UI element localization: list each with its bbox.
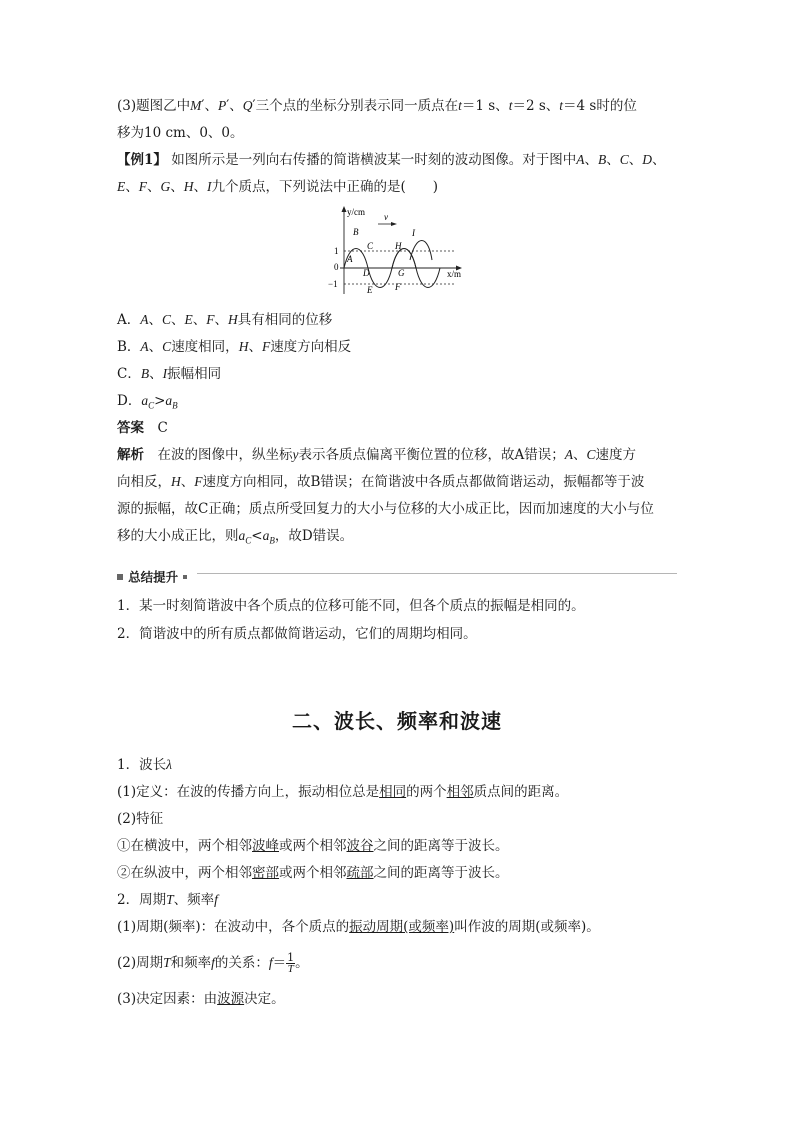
analysis-line3: 源的振幅，故C正确；质点所受回复力的大小与位移的大小成正比，因而加速度的大小与位 [117,501,654,517]
tick-neg: −1 [328,279,338,289]
answer-line [117,419,168,437]
section-title: 二、波长、频率和波速 [292,709,502,733]
analysis-line2: 向相反，H、F速度方向相同，故B错误；在简谐波中各质点都做简谐运动，振幅都等于波 [117,474,645,490]
option-b: B．A、C速度相同，H、F速度方向相反 [117,339,352,355]
point-d: D [363,268,370,278]
summary-item-2: 2．简谐波中的所有质点都做简谐运动，它们的周期均相同。 [117,626,477,642]
period-p2: (2)周期T和频率f的关系：f＝ $\frac{1}{T}$ 。 [117,951,309,975]
tick-pos: 1 [334,246,339,256]
period-title: 2．周期T、频率f [117,892,218,908]
y-axis-label: y/cm [347,207,365,217]
point-b: B [353,227,359,237]
answer-value: C [157,420,168,436]
option-a: A．A、C、E、F、H具有相同的位移 [117,312,333,328]
fraction-one-over-t: $\frac{1}{T}$ [287,951,295,975]
para3-line2: 移为10 cm、0、0。 [117,125,244,141]
analysis-label: 解析 [117,447,144,463]
point-e: E [367,285,373,295]
summary-divider [197,573,677,574]
example-line2: E、F、G、H、I九个质点，下列说法中正确的是( ) [117,179,439,195]
analysis-line1: 解析 在波的图像中，纵坐标y表示各质点偏离平衡位置的位移，故A错误；A、C速度方 [117,447,637,463]
wavelength-f2: ②在纵波中，两个相邻密部或两个相邻疏部之间的距离等于波长。 [117,865,509,881]
velocity-label: v [384,212,388,222]
point-g: G [398,268,405,278]
point-f: F [395,282,401,292]
analysis-line4: 移的大小成正比，则$a_C<a_B$，故D错误。 [117,528,354,546]
wave-figure [328,204,468,296]
velocity-arrow-head [391,222,397,226]
wavelength-f1: ①在横波中，两个相邻波峰或两个相邻波谷之间的距离等于波长。 [117,838,509,854]
example-line1: 【例1】 如图所示是一列向右传播的简谐横波某一时刻的波动图像。对于图中A、B、C、D、 [117,152,666,168]
answer-label: 答案 [117,420,144,436]
para3-line1: (3)题图乙中M′、P′、Q′三个点的坐标分别表示同一质点在t＝1 s、t＝2 s、t＝4 s时的位 [117,98,637,114]
point-i: I [412,228,415,238]
x-axis-label: x/m [447,269,462,279]
wavelength-feature: (2)特征 [117,811,164,827]
summary-header [117,566,677,585]
summary-title: 总结提升 [128,569,179,585]
y-axis-arrow [342,206,347,212]
tick-zero: 0 [334,262,339,272]
wavelength-title: 1．波长λ [117,757,172,773]
option-d: D．$a_C>a_B$ [117,393,178,411]
period-p3: (3)决定因素：由波源决定。 [117,991,285,1007]
point-c: C [367,241,374,251]
wave-curve-peak2 [410,241,432,261]
square-bullet-icon [117,574,123,580]
point-h: H [395,241,402,251]
summary-item-1: 1．某一时刻简谐波中各个质点的位移可能不同，但各个质点的振幅是相同的。 [117,598,585,614]
point-a: A [347,254,353,264]
option-c: C．B、I振幅相同 [117,366,222,382]
example-label: 【例1】 [117,152,167,168]
wavelength-def: (1)定义：在波的传播方向上，振动相位总是相同的两个相邻质点间的距离。 [117,784,569,800]
square-bullet-icon [183,575,187,579]
period-p1: (1)周期(频率)：在波动中，各个质点的振动周期(或频率)叫作波的周期(或频率)。 [117,919,600,935]
